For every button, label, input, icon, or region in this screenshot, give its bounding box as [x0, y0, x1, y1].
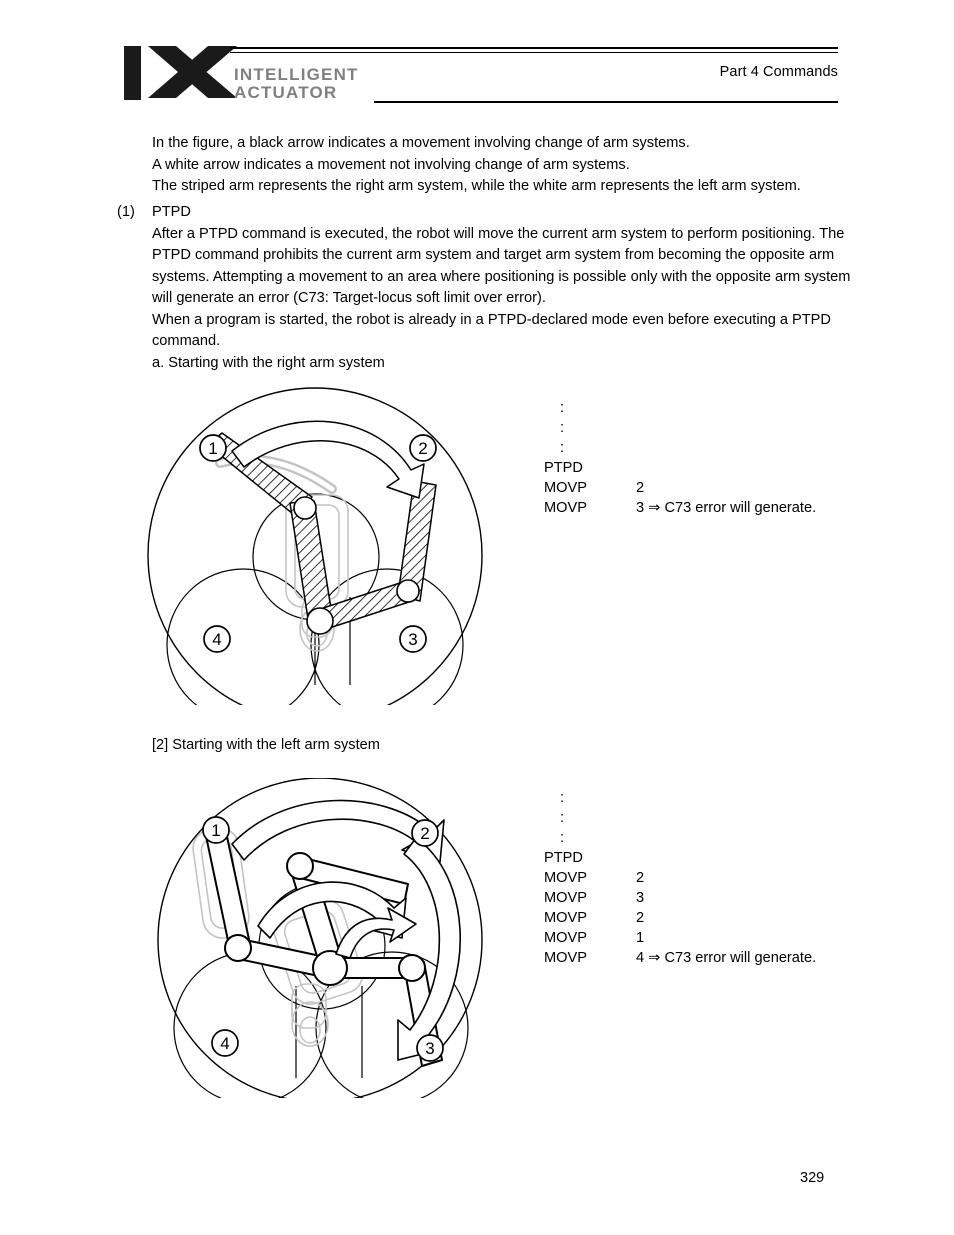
section-title: PTPD: [152, 204, 191, 220]
header-title: Part 4 Commands: [719, 64, 838, 80]
position-label-4: [204, 626, 230, 652]
intro-line-2: A white arrow indicates a movement not involving change of arm systems.: [152, 156, 630, 173]
listing2-row-5: [544, 948, 816, 968]
position-label-2: [412, 820, 438, 846]
listing1-dot-0: :: [560, 400, 565, 416]
position-label-4: [212, 1030, 238, 1056]
listing2-row-3: [544, 908, 816, 928]
listing1-dot-2: :: [560, 440, 565, 456]
listing2-cmd-4: MOVP: [544, 930, 587, 946]
svg-text:3: 3: [408, 630, 418, 649]
listing2-cmd-5: MOVP: [544, 950, 587, 966]
listing2-arg-4: 1: [636, 930, 645, 946]
listing1-arg-2: 3 ⇒ C73 error will generate.: [636, 500, 817, 516]
svg-text:1: 1: [208, 439, 218, 458]
listing1-dot-1: :: [560, 420, 565, 436]
listing2-arg-1: 2: [636, 870, 645, 886]
position-label-1: [203, 817, 229, 843]
ix-logo: [122, 44, 392, 106]
listing2-dot-2: :: [560, 830, 565, 846]
listing1-row-0: [544, 458, 816, 478]
section-number: (1): [117, 204, 135, 220]
position-label-2: [410, 435, 436, 461]
page-header: [0, 0, 954, 115]
listing1-cmd-1: MOVP: [544, 480, 587, 496]
section-paragraph-1: After a PTPD command is executed, the robot will move the current arm system to perform positioning. The PTPD command prohibits the current arm system and target arm system from becoming the opposite arm systems. Attempting a movement to an area where positioning is possible only with the opposite arm system will generate an error (C73: Target-locus soft limit over error).: [152, 225, 851, 306]
listing2-arg-5: 4 ⇒ C73 error will generate.: [636, 950, 817, 966]
listing1-dots: [544, 398, 816, 458]
listing2-arg-3: 2: [636, 910, 645, 926]
position-label-3: [417, 1035, 443, 1061]
program-listing-left-arm: [544, 788, 816, 968]
listing2-row-1: [544, 868, 816, 888]
header-rule-top-thin: [230, 52, 838, 53]
listing2-dot-0: :: [560, 790, 565, 806]
listing2-row-0: [544, 848, 816, 868]
listing2-row-4: [544, 928, 816, 948]
intro-paragraph: [152, 133, 858, 198]
intro-line-1: In the figure, a black arrow indicates a movement involving change of arm systems.: [152, 135, 690, 151]
section-paragraph-2: When a program is started, the robot is already in a PTPD-declared mode even before executing a PTPD command.: [152, 311, 831, 349]
listing2-cmd-1: MOVP: [544, 870, 587, 886]
listing2-cmd-2: MOVP: [544, 890, 587, 906]
listing2-row-2: [544, 888, 816, 908]
listing1-cmd-2: MOVP: [544, 500, 587, 516]
listing1-row-1: [544, 478, 816, 498]
svg-text:4: 4: [212, 630, 222, 649]
logo-text-line2: ACTUATOR: [234, 83, 338, 102]
header-rule-top: [230, 47, 838, 49]
svg-text:2: 2: [418, 439, 428, 458]
position-label-1: [200, 435, 226, 461]
position-label-3: [400, 626, 426, 652]
left-lobe-circle: [174, 952, 326, 1098]
figure-right-arm-system: [140, 385, 510, 705]
logo-text-line1: INTELLIGENT: [234, 65, 359, 84]
section-body: [152, 202, 862, 374]
svg-text:2: 2: [420, 824, 430, 843]
listing1-row-2: [544, 498, 816, 518]
svg-text:3: 3: [425, 1039, 435, 1058]
program-listing-right-arm: [544, 398, 816, 518]
listing2-dot-1: :: [560, 810, 565, 826]
subheading-b: [2] Starting with the left arm system: [152, 737, 380, 753]
listing2-dots: [544, 788, 816, 848]
header-rule-bottom: [374, 101, 838, 103]
listing1-arg-1: 2: [636, 480, 645, 496]
intro-line-3: The striped arm represents the right arm system, while the white arm represents the left arm system.: [152, 178, 801, 194]
page-number: 329: [800, 1170, 825, 1186]
listing2-arg-2: 3: [636, 890, 645, 906]
svg-text:4: 4: [220, 1034, 230, 1053]
arrow-2-to-3: [398, 838, 460, 1060]
left-lobe-circle: [167, 569, 319, 705]
listing2-cmd-0: PTPD: [544, 850, 583, 866]
svg-text:1: 1: [211, 821, 221, 840]
figure-left-arm-system: [140, 778, 520, 1098]
subheading-a: a. Starting with the right arm system: [152, 354, 385, 371]
listing2-cmd-3: MOVP: [544, 910, 587, 926]
listing1-cmd-0: PTPD: [544, 460, 583, 476]
